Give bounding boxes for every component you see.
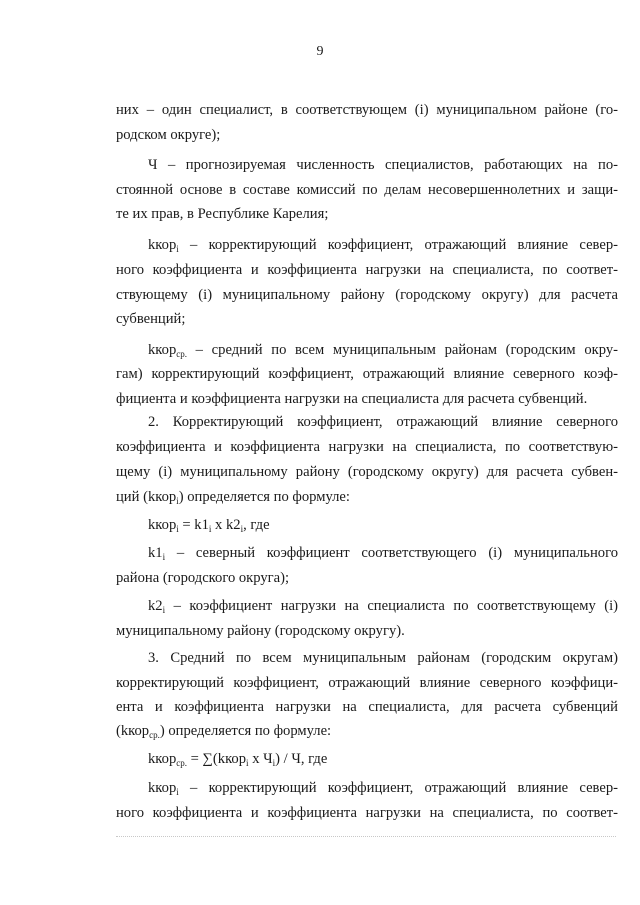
formula-line: kкор$_i$ = $k1_i$ x $k2_i$, где [148,517,270,534]
text-line: ента и коэффициента нагрузки на специалиста, для расчета субвенций [116,699,618,715]
text-line: 3. Средний по всем муниципальным районам (городским округам) [148,650,618,666]
text-line: коэффициента и коэффициента нагрузки на специалиста, по соответствую- [116,439,618,455]
formula-line: kкор$_{ср.}$ = ∑(kкор$_i$ x $Ч_i$) / Ч, где [148,751,328,768]
text-line: kкор$_i$ – корректирующий коэффициент, отражающий влияние север- [148,780,618,797]
text-line: (kкор$_{ср.}$) определяется по формуле: [116,723,332,740]
text-line: родском округе); [116,127,221,143]
text-line: Ч – прогнозируемая численность специалистов, работающих на по- [148,157,618,173]
text-line: $k1_i$ – северный коэффициент соответствующего (i) муниципального [148,545,618,562]
text-line: kкор$_{ср.}$ – средний по всем муниципальным районам (городским окру- [148,342,618,359]
text-line: гам) корректирующий коэффициент, отражающий влияние северного коэф- [116,366,618,382]
text-line: 2. Корректирующий коэффициент, отражающий влияние северного [148,414,618,430]
page-number: 9 [316,44,324,59]
text-line: корректирующий коэффициент, отражающий влияние северного коэффици- [116,675,618,691]
text-line: щему (i) муниципальному району (городскому округу) для расчета субвен- [116,464,618,480]
text-line: муниципальному району (городскому округу). [116,623,405,639]
text-line: те их прав, в Республике Карелия; [116,206,329,222]
text-line: ного коэффициента и коэффициента нагрузки на специалиста, по соответ- [116,805,618,821]
text-line: фициента и коэффициента нагрузки на специалиста для расчета субвенций. [116,391,588,407]
text-line: стоянной основе в составе комиссий по делам несовершеннолетних и защи- [116,182,618,198]
text-line: субвенций; [116,311,186,327]
scan-artifact-dots [116,836,616,838]
text-line: $k2_i$ – коэффициент нагрузки на специалиста по соответствующему (i) [148,598,618,615]
text-line: ного коэффициента и коэффициента нагрузки на специалиста, по соответ- [116,262,618,278]
text-line: kкор$_i$ – корректирующий коэффициент, отражающий влияние север- [148,237,618,254]
text-line: ций (kкор$_i$) определяется по формуле: [116,489,350,506]
text-line: ствующему (i) муниципальному району (городскому округу) для расчета [116,287,618,303]
text-line: них – один специалист, в соответствующем (i) муниципальном районе (го- [116,102,618,118]
text-line: района (городского округа); [116,570,290,586]
